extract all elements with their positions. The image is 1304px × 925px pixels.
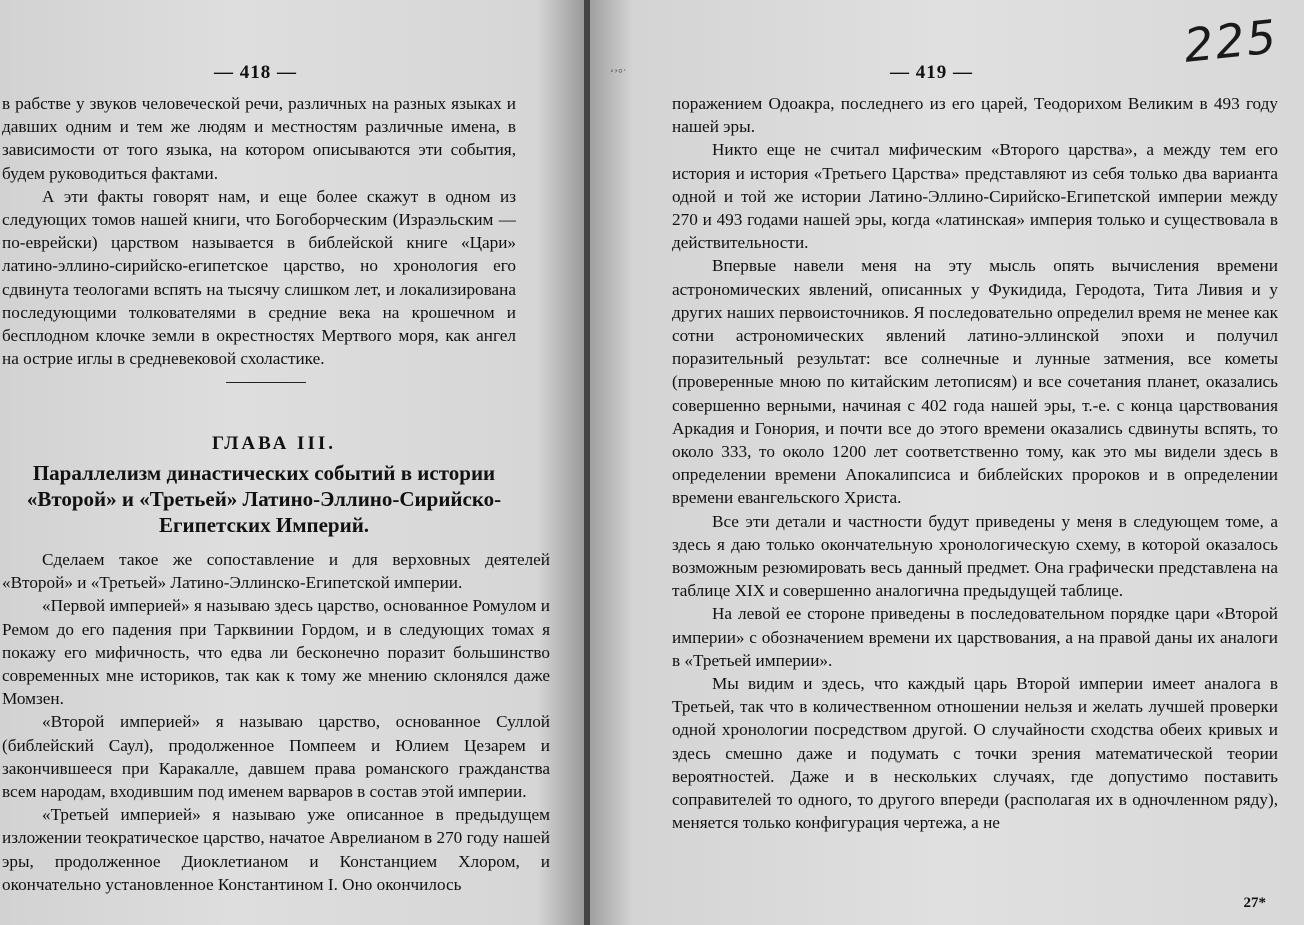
page-number: — 418 — bbox=[214, 62, 297, 83]
chapter-title: Параллелизм династических событий в истории «Второй» и «Третьей» Латино-Эллино-Сирийско-Египетских Империй. bbox=[26, 461, 502, 537]
section-divider bbox=[226, 382, 306, 383]
paragraph: А эти факты говорят нам, и еще более скажут в одном из следующих томов нашей книги, что Богоборческим (Израэльским — по-еврейски) царством называется в библейской книге «Цари» латино-эллино-сирийско-египетское царство, но хронология его сдвинута теологами вспять на тысячу слишком лет, и локализирована последующими толкователями в средние века на крошечном и бесплодном клочке земли в окрестностях Мертвого моря, как ангел на острие иглы в средневековой схоластике. bbox=[2, 186, 516, 369]
paragraph: «Первой империей» я называю здесь царство, основанное Ромулом и Ремом до его падения при Тарквинии Гордом, и в следующих томах я покажу его мифичность, что едва ли бесконечно поразит большинство современных мне историков, так как к тому же мнению склонялся даже Момзен. bbox=[2, 596, 550, 709]
text-block-bottom bbox=[2, 548, 550, 896]
right-page bbox=[590, 0, 1304, 925]
paragraph: Впервые навели меня на эту мысль опять вычисления времени астрономических явлений, описанных у Фукидида, Геродота, Тита Ливия и у других наших первоисточников. Я последовательно определил время не менее как сотни астрономических явлений латино-эллинской эпохи и получил поразительный результат: все солнечные и лунные затмения, все кометы (проверенные мною по китайским летописям) и все сочетания планет, оказались совершенно верными, начиная с 402 года нашей эры, т.-е. с конца царствования Аркадия и Гонория, и почти все до этого времени оказались сдвинуты вспять, то около 333, то около 1200 лет соответственно тому, как это мы видели здесь в определении времени Апокалипсиса и библейских пророков и в определении времени евангельского Христа. bbox=[672, 256, 1278, 508]
text-block-top bbox=[2, 92, 516, 370]
paragraph: поражением Одоакра, последнего из его царей, Теодорихом Великим в 493 году нашей эры. bbox=[672, 94, 1278, 137]
paragraph: Мы видим и здесь, что каждый царь Второй империи имеет аналога в Третьей, так что в количественном отношении нельзя и желать лучшей проверки одной хронологии посредством другой. О случайности сходства обеих кривых и здесь смешно даже и подумать с точки зрения математической теории вероятностей. Даже и в нескольких случаях, где допустимо поставить соправителей то одного, то другого впереди (располагая их в одночленном ряду), меняется только конфигурация чертежа, а не bbox=[672, 674, 1278, 833]
paragraph: «Второй империей» я называю царство, основанное Суллой (библейский Саул), продолженное Помпеем и Юлием Цезарем и закончившееся при Каракалле, давшем права романского гражданства всем народам, входившим под именем варваров в состав этой империи. bbox=[2, 712, 550, 802]
paragraph: На левой ее стороне приведены в последовательном порядке цари «Второй империи» с обозначением времени их царствования, а на правой даны их аналоги в «Третьей империи». bbox=[672, 604, 1278, 670]
handwritten-folio-number: 225 bbox=[1181, 9, 1281, 73]
paragraph: в рабстве у звуков человеческой речи, различных на разных языках и давших одним и тем же людям и местностям различные имена, в зависимости от того языка, на котором описываются эти события, будем руководиться фактами. bbox=[2, 94, 516, 183]
signature-mark: 27* bbox=[1243, 895, 1266, 911]
left-page bbox=[0, 0, 584, 925]
page-number: — 419 — bbox=[890, 62, 973, 83]
paragraph: Сделаем такое же сопоставление и для верховных деятелей «Второй» и «Третьей» Латино-Эллинско-Египетской империи. bbox=[2, 550, 550, 593]
paragraph: Все эти детали и частности будут приведены у меня в следующем томе, а здесь я даю только окончательную хронологическую схему, в которой оказалось возможным резюмировать весь данный предмет. Она графически представлена на таблице XIX и совершенно аналогична предыдущей таблице. bbox=[672, 511, 1278, 601]
chapter-label: ГЛАВА III. bbox=[212, 433, 336, 454]
text-block bbox=[672, 92, 1278, 835]
paragraph: Никто еще не считал мифическим «Второго царства», а между тем его история и история «Третьего Царства» представляют из себя только два варианта одной и той же истории Латино-Эллино-Сирийско-Египетской империи между 270 и 493 годами нашей эры, когда «латинская» империя только и существовала в действительности. bbox=[672, 140, 1278, 253]
paragraph: «Третьей империей» я называю уже описанное в предыдущем изложении теократическое царство, начатое Аврелианом в 270 году нашей эры, продолженное Диоклетианом и Констанцием Хлором, и окончательно установленное Константином I. Оно окончилось bbox=[2, 805, 550, 894]
margin-mark: ‘’°˙ bbox=[610, 66, 627, 80]
